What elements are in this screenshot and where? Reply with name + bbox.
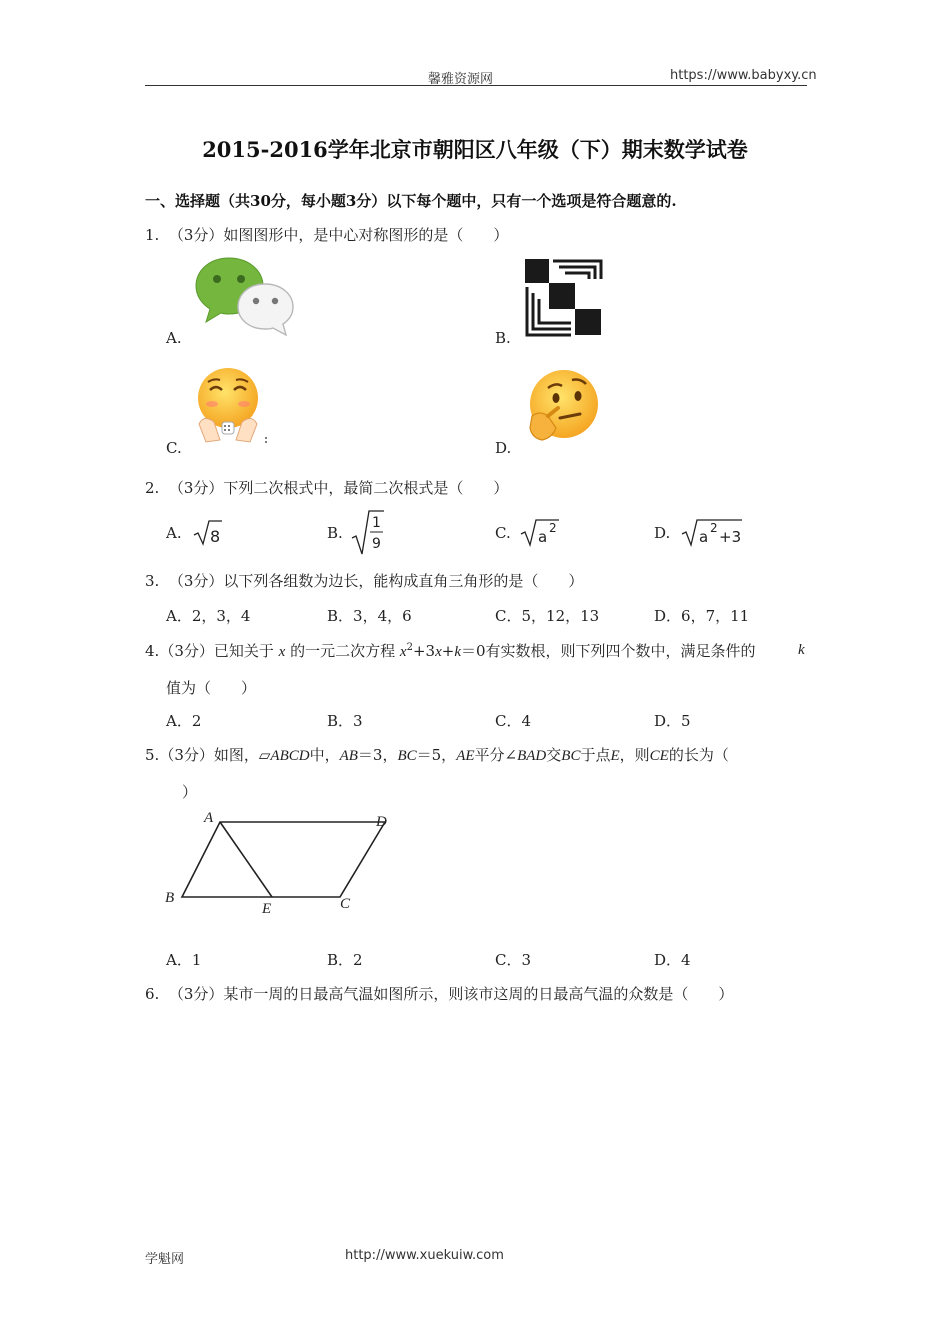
page-title: 2015-2016学年北京市朝阳区八年级（下）期末数学试卷 bbox=[202, 137, 748, 162]
question-number: 1. bbox=[145, 226, 160, 244]
q4-option-a[interactable]: A．2 bbox=[166, 712, 202, 730]
question-text: ，则 bbox=[619, 746, 650, 764]
question-4 bbox=[145, 640, 756, 661]
var: E bbox=[610, 748, 620, 764]
question-number: 5. bbox=[145, 746, 160, 764]
q5-option-b[interactable]: B．2 bbox=[327, 951, 363, 969]
wechat-logo-image bbox=[193, 256, 295, 336]
question-4-k bbox=[798, 640, 805, 659]
q2-option-a[interactable]: A. bbox=[166, 524, 182, 542]
var: AE bbox=[456, 748, 475, 764]
smiling-emoji-image bbox=[194, 366, 270, 446]
question-number: 6. bbox=[145, 985, 160, 1003]
question-text: 于点 bbox=[580, 746, 611, 764]
option-c[interactable]: C. bbox=[166, 439, 182, 457]
option-b[interactable]: B. bbox=[495, 329, 511, 347]
question-5-line2: ） bbox=[182, 783, 198, 801]
question-text: （3分）下列二次根式中，最简二次根式是（ ） bbox=[168, 479, 509, 497]
question-number: 3. bbox=[145, 572, 160, 590]
var: AB bbox=[339, 748, 358, 764]
parallelogram-symbol: ▱ bbox=[258, 746, 271, 764]
label-e: E bbox=[262, 901, 272, 917]
header-site: 馨雅资源网 bbox=[428, 72, 494, 87]
thinking-emoji-image bbox=[526, 368, 602, 446]
radicand-a: a bbox=[699, 528, 709, 546]
footer-url[interactable]: http://www.xuekuiw.com bbox=[345, 1248, 504, 1263]
var-x: x bbox=[278, 644, 286, 660]
question-text: ＝3， bbox=[357, 746, 398, 764]
var-x: x bbox=[435, 644, 442, 660]
question-text: 交 bbox=[546, 746, 562, 764]
q2-option-b[interactable]: B. bbox=[327, 524, 343, 542]
q2-option-d[interactable]: D. bbox=[654, 524, 671, 542]
radicand-8: 8 bbox=[210, 527, 221, 546]
q5-option-a[interactable]: A．1 bbox=[166, 951, 202, 969]
exponent-2: 2 bbox=[710, 521, 718, 535]
denominator-9: 9 bbox=[372, 536, 381, 552]
var: ABCD bbox=[270, 748, 310, 764]
label-c: C bbox=[340, 896, 351, 912]
var: CE bbox=[649, 748, 669, 764]
question-text: （3分）以下列各组数为边长，能构成直角三角形的是（ ） bbox=[168, 572, 584, 590]
var: BC bbox=[397, 748, 417, 764]
exponent-2: 2 bbox=[549, 521, 557, 535]
question-text: ＝0有实数根，则下列四个数中，满足条件的 bbox=[460, 642, 756, 660]
q3-option-c[interactable]: C．5，12，13 bbox=[495, 607, 600, 625]
var-x: x bbox=[399, 644, 407, 660]
term: + bbox=[441, 642, 455, 660]
question-text: （3分）如图， bbox=[159, 746, 259, 764]
question-5 bbox=[145, 744, 729, 765]
q4-option-b[interactable]: B．3 bbox=[327, 712, 363, 730]
q5-option-d[interactable]: D．4 bbox=[654, 951, 691, 969]
parallelogram-diagram bbox=[160, 806, 400, 920]
question-text: （3分）已知关于 bbox=[159, 642, 274, 660]
question-4-line2: 值为（ ） bbox=[166, 679, 257, 697]
q4-option-c[interactable]: C．4 bbox=[495, 712, 532, 730]
question-text: ＝5， bbox=[416, 746, 457, 764]
plus-3: +3 bbox=[719, 528, 742, 546]
question-text: 的一元二次方程 bbox=[290, 642, 396, 660]
exponent: 2 bbox=[406, 642, 413, 653]
sqrt-a-squared-expression bbox=[519, 514, 561, 548]
question-text: 中， bbox=[309, 746, 340, 764]
option-d[interactable]: D. bbox=[495, 439, 512, 457]
sqrt-8-expression bbox=[192, 518, 224, 548]
question-6 bbox=[145, 983, 733, 1004]
q5-option-c[interactable]: C．3 bbox=[495, 951, 532, 969]
question-number: 2. bbox=[145, 479, 160, 497]
numerator-1: 1 bbox=[372, 515, 381, 531]
q3-option-d[interactable]: D．6，7，11 bbox=[654, 607, 750, 625]
header-rule bbox=[145, 85, 807, 86]
pattern-logo-image bbox=[525, 259, 603, 337]
question-text: 的长为（ bbox=[668, 746, 729, 764]
var-k: k bbox=[798, 642, 805, 658]
q2-option-c[interactable]: C. bbox=[495, 524, 511, 542]
radicand-a: a bbox=[538, 528, 548, 546]
header-url[interactable]: https://www.babyxy.cn bbox=[670, 68, 817, 83]
label-b: B bbox=[165, 890, 175, 906]
term: +3 bbox=[412, 642, 436, 660]
label-a: A bbox=[204, 810, 214, 826]
q3-option-b[interactable]: B．3，4，6 bbox=[327, 607, 412, 625]
sqrt-fraction-expression bbox=[350, 508, 386, 556]
sqrt-a-squared-plus-3-expression bbox=[680, 514, 744, 548]
option-a[interactable]: A. bbox=[166, 329, 182, 347]
question-3 bbox=[145, 570, 583, 591]
section-heading: 一、选择题（共30分，每小题3分）以下每个题中，只有一个选项是符合题意的. bbox=[145, 192, 677, 210]
question-2 bbox=[145, 477, 508, 498]
label-d: D bbox=[376, 814, 387, 830]
var: BC bbox=[561, 748, 581, 764]
question-text: （3分）某市一周的日最高气温如图所示，则该市这周的日最高气温的众数是（ ） bbox=[168, 985, 734, 1003]
q3-option-a[interactable]: A．2，3，4 bbox=[166, 607, 251, 625]
question-1 bbox=[145, 224, 508, 245]
question-number: 4. bbox=[145, 642, 160, 660]
footer-site: 学魁网 bbox=[145, 1252, 185, 1267]
q4-option-d[interactable]: D．5 bbox=[654, 712, 691, 730]
var: BAD bbox=[517, 748, 547, 764]
var-k: k bbox=[454, 644, 461, 660]
question-text: 平分∠ bbox=[474, 746, 518, 764]
question-text: （3分）如图图形中，是中心对称图形的是（ ） bbox=[168, 226, 509, 244]
